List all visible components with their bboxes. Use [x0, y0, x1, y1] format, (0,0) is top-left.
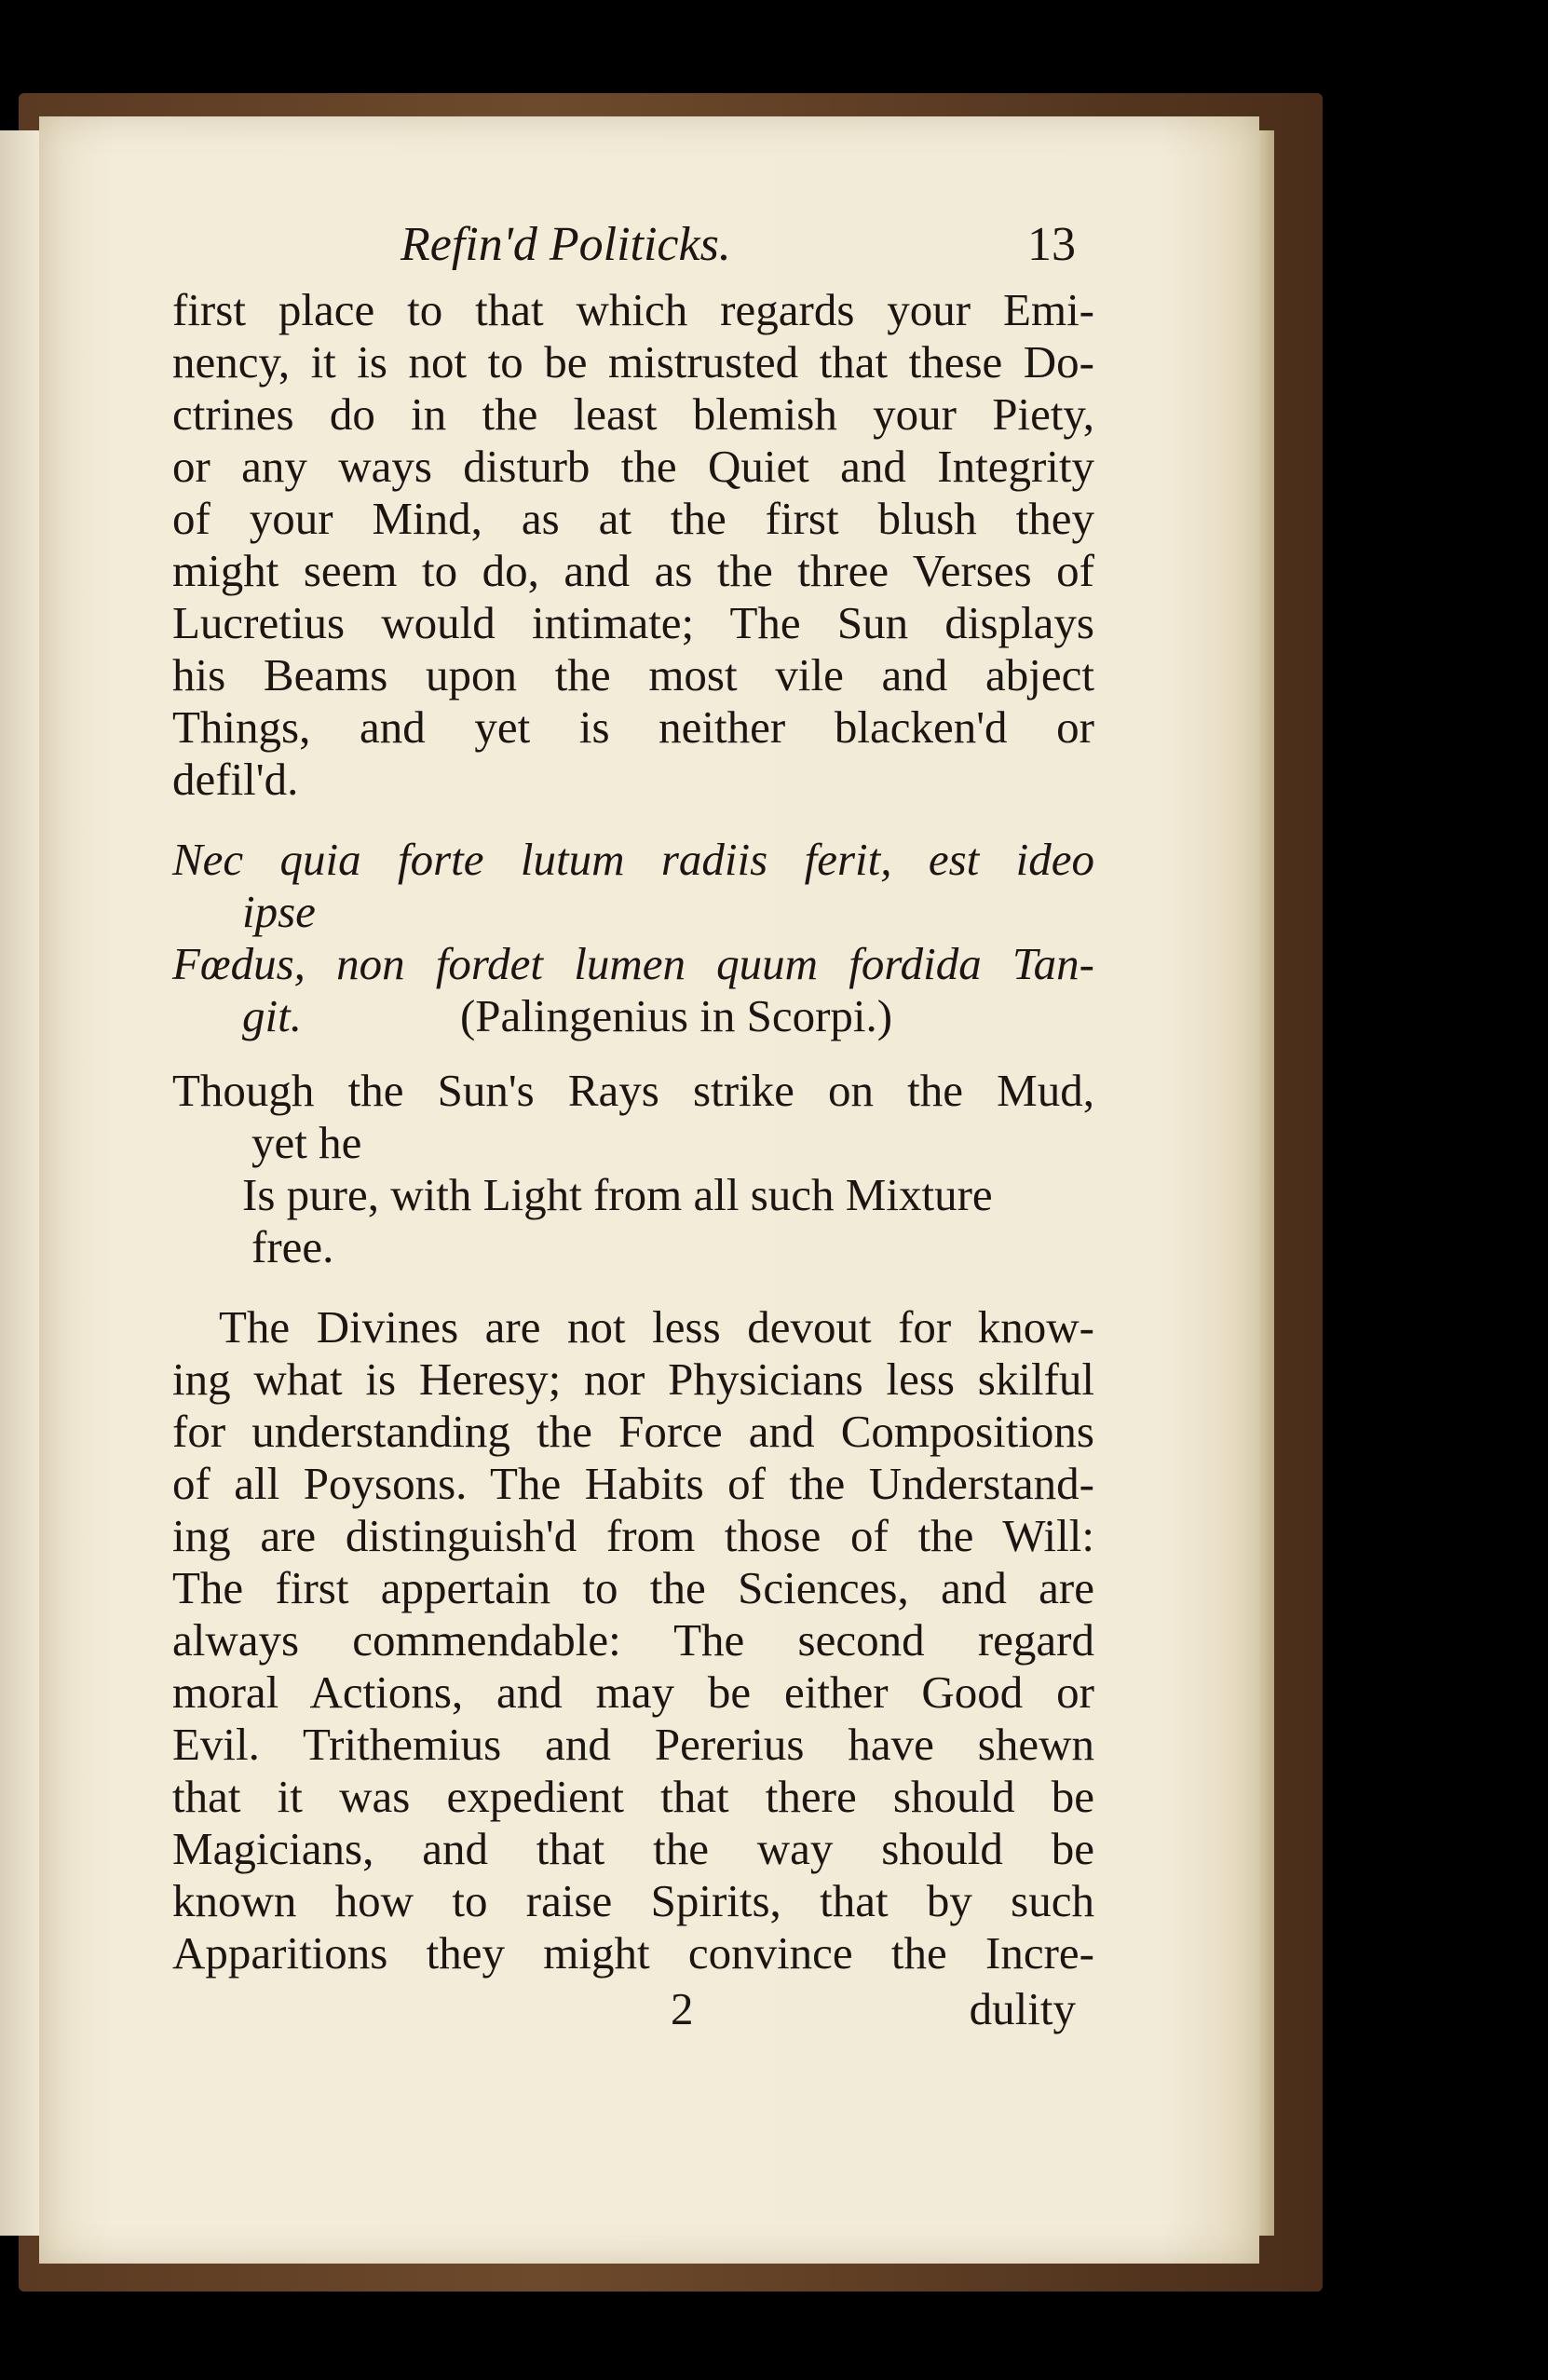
page-number: 13: [1027, 218, 1076, 271]
text-line: his Beams upon the most vile and abject: [172, 649, 1094, 700]
signature-mark: 2: [671, 1983, 694, 2034]
page-block-edge: [1259, 130, 1274, 2236]
latin-verse: [172, 834, 1094, 1042]
text-line: always commendable: The second regard: [172, 1614, 1094, 1666]
text-line: ing what is Heresy; nor Physicians less skilful: [172, 1353, 1094, 1405]
text-line: for understanding the Force and Compositions: [172, 1406, 1094, 1457]
verse-line: Nec quia forte lutum radiis ferit, est ideo: [172, 834, 1094, 885]
text-line: The Divines are not less devout for know-: [219, 1301, 1094, 1353]
text-line: of all Poysons. The Habits of the Understand-: [172, 1458, 1094, 1509]
text-line: first place to that which regards your Emi-: [172, 284, 1094, 335]
text-line: moral Actions, and may be either Good or: [172, 1666, 1094, 1718]
text-line: or any ways disturb the Quiet and Integrity: [172, 441, 1094, 492]
catchword: dulity: [969, 1983, 1076, 2034]
verse-line: [172, 990, 1094, 1042]
text-line: might seem to do, and as the three Verses of: [172, 545, 1094, 596]
facing-page-edge: [0, 130, 39, 2236]
page-text: [172, 219, 1094, 2039]
text-line: Things, and yet is neither blacken'd or: [172, 701, 1094, 753]
verse-fragment: git.: [242, 990, 302, 1041]
english-verse: [172, 1065, 1094, 1273]
page-header: [172, 219, 1094, 284]
citation: (Palingenius in Scorpi.): [459, 990, 893, 1041]
text-line: nency, it is not to be mistrusted that these Do-: [172, 336, 1094, 388]
text-line: that it was expedient that there should be: [172, 1771, 1094, 1822]
text-line: Apparitions they might convince the Incre-: [172, 1927, 1094, 1979]
paragraph-2: [172, 1301, 1094, 1979]
text-line: Evil. Trithemius and Pererius have shewn: [172, 1719, 1094, 1770]
text-line: defil'd.: [172, 754, 299, 805]
verse-line: ipse: [242, 886, 316, 937]
text-line: The first appertain to the Sciences, and are: [172, 1562, 1094, 1613]
text-line: known how to raise Spirits, that by such: [172, 1875, 1094, 1926]
paragraph-1: [172, 284, 1094, 806]
verse-line: Fœdus, non fordet lumen quum fordida Tan-: [172, 938, 1094, 989]
text-line: ctrines do in the least blemish your Piety,: [172, 388, 1094, 440]
text-line: of your Mind, as at the first blush they: [172, 493, 1094, 544]
verse-line: Though the Sun's Rays strike on the Mud,: [172, 1065, 1094, 1116]
text-line: ing are distinguish'd from those of the Will:: [172, 1510, 1094, 1561]
verse-line: Is pure, with Light from all such Mixture: [242, 1169, 993, 1220]
text-line: Magicians, and that the way should be: [172, 1823, 1094, 1874]
verse-line: yet he: [251, 1117, 362, 1168]
running-head: Refin'd Politicks.: [401, 218, 731, 271]
page-footer: [172, 1983, 1094, 2039]
text-line: Lucretius would intimate; The Sun displays: [172, 597, 1094, 648]
verse-line: free.: [251, 1221, 334, 1272]
